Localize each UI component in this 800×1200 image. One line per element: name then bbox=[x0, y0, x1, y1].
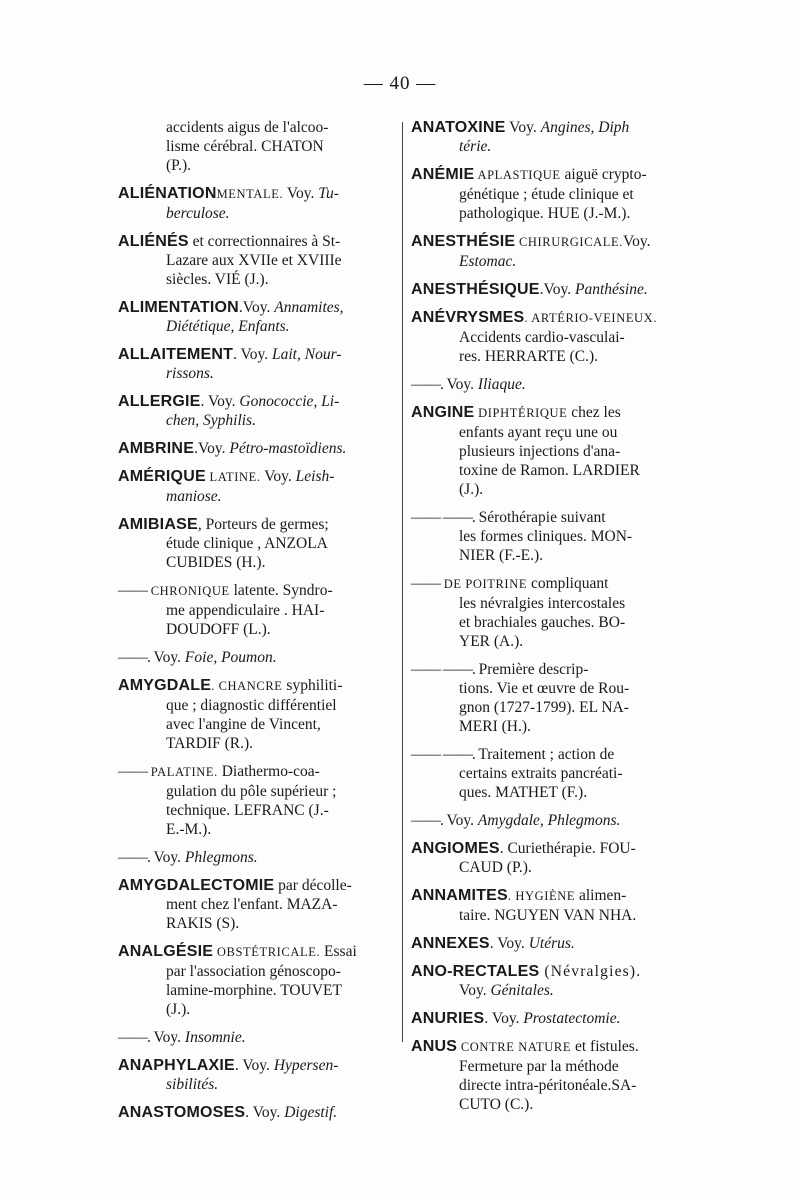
entry-text: Première descrip- bbox=[474, 661, 589, 678]
entry-text: MERI (H.). bbox=[459, 718, 531, 735]
entry-text: Voy. bbox=[149, 649, 185, 666]
entry-anemie bbox=[411, 165, 689, 223]
entry-text: Sérothérapie suivant bbox=[474, 509, 606, 526]
entry-amygdale-voy bbox=[118, 848, 400, 867]
left-column bbox=[118, 118, 400, 1131]
entry-ano-rectales bbox=[411, 962, 689, 1000]
entry-text: . Curiethérapie. FOU- bbox=[499, 840, 636, 857]
entry-text: RAKIS (S). bbox=[166, 915, 240, 932]
entry-alienation bbox=[118, 184, 400, 223]
cross-reference: Insomnie. bbox=[184, 1029, 246, 1046]
entry-text: ment chez l'enfant. MAZA- bbox=[166, 896, 338, 913]
entry-text: lamine-morphine. TOUVET bbox=[166, 982, 342, 999]
cross-reference: sibilités. bbox=[166, 1076, 219, 1093]
entry-text: Traitement ; action de bbox=[474, 746, 615, 763]
cross-reference: térie. bbox=[459, 138, 492, 155]
entry-anesthesique bbox=[411, 280, 689, 299]
entry-text: Voy. bbox=[459, 982, 491, 999]
column-divider bbox=[402, 122, 403, 1042]
entry-anaphylaxie bbox=[118, 1056, 400, 1094]
cross-reference: Utérus. bbox=[528, 935, 575, 952]
entry-text: certains extraits pancréati- bbox=[459, 765, 623, 782]
entry-annamites bbox=[411, 886, 689, 925]
entry-text: . Voy. bbox=[233, 346, 272, 363]
entry-text: .Voy. bbox=[238, 299, 275, 316]
entry-text: Voy. bbox=[149, 849, 185, 866]
entry-text: syphiliti- bbox=[282, 677, 343, 694]
ditto-dash: —— ——. bbox=[411, 661, 475, 678]
cross-reference: Panthésine. bbox=[574, 281, 648, 298]
entry-text: Lazare aux XVIIe et XVIIIe bbox=[166, 252, 342, 269]
entry-text: étude clinique , ANZOLA bbox=[166, 535, 328, 552]
entry-text: et brachiales gauches. BO- bbox=[459, 614, 626, 631]
entry-text: (P.). bbox=[166, 157, 191, 174]
entry-text: Fermeture par la méthode bbox=[459, 1058, 619, 1075]
cross-reference: Tu- bbox=[318, 185, 339, 202]
entry-text: les formes cliniques. MON- bbox=[459, 528, 633, 545]
headword: ALIÉNATION bbox=[118, 185, 217, 202]
entry-text: par décolle- bbox=[274, 877, 352, 894]
entry-amibiase bbox=[118, 515, 400, 572]
entry-text: Voy. bbox=[505, 119, 541, 136]
entry-text: Essai bbox=[320, 943, 357, 960]
cross-reference: Diététique, Enfants. bbox=[166, 318, 290, 335]
entry-text: gulation du pôle supérieur ; bbox=[166, 783, 337, 800]
headword: ANALGÉSIE bbox=[118, 943, 214, 960]
entry-text: par l'association génoscopo- bbox=[166, 963, 341, 980]
entry-text: DOUDOFF (L.). bbox=[166, 621, 271, 638]
entry-text: Voy. bbox=[442, 812, 478, 829]
subheading: . ARTÉRIO-VEINEUX. bbox=[524, 311, 658, 325]
subheading: DE POITRINE bbox=[440, 577, 528, 591]
right-column bbox=[411, 118, 689, 1123]
headword: ANAPHYLAXIE bbox=[118, 1057, 235, 1074]
subheading: APLASTIQUE bbox=[474, 168, 561, 182]
entry-text: directe intra-péritonéale.SA- bbox=[459, 1077, 637, 1094]
cross-reference: rissons. bbox=[166, 365, 214, 382]
entry-text: Voy. bbox=[260, 468, 296, 485]
entry-angine bbox=[411, 403, 689, 499]
entry-anesthesie bbox=[411, 232, 689, 271]
entry-text: toxine de Ramon. LARDIER bbox=[459, 462, 640, 479]
headword: ANO-RECTALES bbox=[411, 963, 540, 980]
page-number: — 40 — bbox=[363, 73, 437, 94]
entry-analgesie bbox=[118, 942, 400, 1019]
entry-text: que ; diagnostic différentiel bbox=[166, 697, 337, 714]
cross-reference: Iliaque. bbox=[477, 376, 526, 393]
subheading: LATINE. bbox=[205, 470, 261, 484]
entry-ambrine bbox=[118, 439, 400, 458]
entry-text: .Voy. bbox=[539, 281, 575, 298]
headword: ALIÉNÉS bbox=[118, 233, 189, 250]
cross-reference: Phlegmons. bbox=[184, 849, 258, 866]
headword: ANÉMIE bbox=[411, 166, 475, 183]
entry-annexes bbox=[411, 934, 689, 953]
entry-text: accidents aigus de l'alcoo- bbox=[166, 119, 329, 136]
entry-text: alimen- bbox=[575, 887, 627, 904]
entry-text: NIER (F.-E.). bbox=[459, 547, 543, 564]
entry-text: (Névralgies). bbox=[539, 963, 642, 980]
headword: ALLERGIE bbox=[118, 393, 201, 410]
headword: ANNAMITES bbox=[411, 887, 508, 904]
headword: ALIMENTATION bbox=[118, 299, 239, 316]
headword: ANESTHÉSIE bbox=[411, 233, 516, 250]
entry-text: les névralgies intercostales bbox=[459, 595, 626, 612]
ditto-dash: —— bbox=[411, 575, 440, 592]
cross-reference: Gonococcie, Li- bbox=[239, 393, 340, 410]
ditto-dash: ——. bbox=[118, 1029, 150, 1046]
headword: AMYGDALECTOMIE bbox=[118, 877, 275, 894]
ditto-dash: ——. bbox=[411, 812, 443, 829]
entry-text: taire. NGUYEN VAN NHA. bbox=[459, 907, 637, 924]
entry-angine-serotherapie bbox=[411, 508, 689, 565]
entry-text: génétique ; étude clinique et bbox=[459, 186, 634, 203]
entry-text: Accidents cardio-vasculai- bbox=[459, 329, 625, 346]
cross-reference: Annamites, bbox=[274, 299, 344, 316]
entry-text: Voy. bbox=[283, 185, 319, 202]
cross-reference: Estomac. bbox=[459, 253, 517, 270]
entry-text: et fistules. bbox=[571, 1038, 639, 1055]
ditto-dash: —— bbox=[118, 582, 147, 599]
subheading: OBSTÉTRICALE. bbox=[213, 945, 321, 959]
entry-text: Voy. bbox=[622, 233, 651, 250]
headword: ANUS bbox=[411, 1038, 458, 1055]
cross-reference: maniose. bbox=[166, 488, 222, 505]
entry-allaitement bbox=[118, 345, 400, 383]
headword: ALLAITEMENT bbox=[118, 346, 234, 363]
entry-amygdalectomie bbox=[118, 876, 400, 933]
entry-text: Voy. bbox=[442, 376, 478, 393]
entry-amygdale-palatine bbox=[118, 762, 400, 839]
entry-text: plusieurs injections d'ana- bbox=[459, 443, 621, 460]
entry-text: enfants ayant reçu une ou bbox=[459, 424, 618, 441]
entry-text: Diathermo-coa- bbox=[217, 763, 320, 780]
entry-alimentation bbox=[118, 298, 400, 336]
entry-allergie bbox=[118, 392, 400, 430]
entry-anus bbox=[411, 1037, 689, 1114]
entry-text: (J.). bbox=[166, 1001, 191, 1018]
cross-reference: Amygdale, Phlegmons. bbox=[477, 812, 621, 829]
entry-anevrysmes-voy bbox=[411, 375, 689, 394]
entry-analgesie-voy bbox=[118, 1028, 400, 1047]
entry-amygdale bbox=[118, 676, 400, 753]
headword: AMÉRIQUE bbox=[118, 468, 206, 485]
cross-reference: chen, Syphilis. bbox=[166, 412, 256, 429]
entry-text: CUBIDES (H.). bbox=[166, 554, 266, 571]
entry-anevrysmes bbox=[411, 308, 689, 366]
headword: ANURIES bbox=[411, 1010, 485, 1027]
entry-text: ques. MATHET (F.). bbox=[459, 784, 588, 801]
subheading: PALATINE. bbox=[147, 765, 218, 779]
entry-text: chez les bbox=[567, 404, 621, 421]
cross-reference: Génitales. bbox=[490, 982, 554, 999]
headword: AMYGDALE bbox=[118, 677, 212, 694]
headword: ANNEXES bbox=[411, 935, 490, 952]
entry-text: (J.). bbox=[459, 481, 484, 498]
headword: AMBRINE bbox=[118, 440, 195, 457]
subheading: . CHANCRE bbox=[211, 679, 283, 693]
cross-reference: Foie, Poumon. bbox=[184, 649, 277, 666]
entry-amibiase-voy bbox=[118, 648, 400, 667]
subheading: MENTALE. bbox=[216, 187, 284, 201]
entry-text: res. HERRARTE (C.). bbox=[459, 348, 598, 365]
entry-text: , Porteurs de germes; bbox=[197, 516, 329, 533]
entry-text: gnon (1727-1799). EL NA- bbox=[459, 699, 629, 716]
cross-reference: Angines, Diph bbox=[540, 119, 630, 136]
headword: ANÉVRYSMES bbox=[411, 309, 525, 326]
cross-reference: Prostatectomie. bbox=[523, 1010, 621, 1027]
subheading: CHRONIQUE bbox=[147, 584, 230, 598]
entry-text: E.-M.). bbox=[166, 821, 212, 838]
cross-reference: Pétro-mastoïdiens. bbox=[229, 440, 347, 457]
entry-continuation bbox=[118, 118, 400, 175]
entry-anatoxine bbox=[411, 118, 689, 156]
entry-text: . Voy. bbox=[489, 935, 529, 952]
headword: ANESTHÉSIQUE bbox=[411, 281, 540, 298]
entry-text: aiguë crypto- bbox=[560, 166, 647, 183]
entry-amibiase-chronique bbox=[118, 581, 400, 639]
headword: ANGINE bbox=[411, 404, 475, 421]
ditto-dash: ——. bbox=[118, 849, 150, 866]
entry-text: . Voy. bbox=[245, 1104, 285, 1121]
entry-text: et correctionnaires à St- bbox=[188, 233, 341, 250]
cross-reference: Digestif. bbox=[284, 1104, 338, 1121]
entry-text: me appendiculaire . HAI- bbox=[166, 602, 325, 619]
entry-text: avec l'angine de Vincent, bbox=[166, 716, 321, 733]
entry-text: CUTO (C.). bbox=[459, 1096, 534, 1113]
subheading: CHIRURGICALE. bbox=[515, 235, 623, 249]
entry-angine-poitrine bbox=[411, 574, 689, 651]
cross-reference: Hypersen- bbox=[273, 1057, 339, 1074]
entry-text: TARDIF (R.). bbox=[166, 735, 254, 752]
entry-angine-descriptions bbox=[411, 660, 689, 736]
entry-angiomes bbox=[411, 839, 689, 877]
cross-reference: Lait, Nour- bbox=[272, 346, 342, 363]
entry-anuries bbox=[411, 1009, 689, 1028]
entry-text: technique. LEFRANC (J.- bbox=[166, 802, 329, 819]
entry-text: CAUD (P.). bbox=[459, 859, 532, 876]
subheading: CONTRE NATURE bbox=[457, 1040, 572, 1054]
entry-angine-traitement bbox=[411, 745, 689, 802]
entry-text: YER (A.). bbox=[459, 633, 524, 650]
entry-angine-voy bbox=[411, 811, 689, 830]
ditto-dash: ——. bbox=[118, 649, 150, 666]
entry-text: .Voy. bbox=[194, 440, 230, 457]
ditto-dash: —— ——. bbox=[411, 509, 475, 526]
headword: AMIBIASE bbox=[118, 516, 198, 533]
entry-text: tions. Vie et œuvre de Rou- bbox=[459, 680, 630, 697]
entry-text: siècles. VIÉ (J.). bbox=[166, 271, 269, 288]
entry-text: latente. Syndro- bbox=[229, 582, 333, 599]
subheading: DIPHTÉRIQUE bbox=[474, 406, 568, 420]
headword: ANASTOMOSES bbox=[118, 1104, 246, 1121]
entry-text: compliquant bbox=[527, 575, 609, 592]
entry-text: lisme cérébral. CHATON bbox=[166, 138, 324, 155]
headword: ANATOXINE bbox=[411, 119, 506, 136]
entry-alienes bbox=[118, 232, 400, 289]
entry-text: . Voy. bbox=[484, 1010, 524, 1027]
entry-text: pathologique. HUE (J.-M.). bbox=[459, 205, 631, 222]
ditto-dash: —— bbox=[118, 763, 147, 780]
entry-anastomoses bbox=[118, 1103, 400, 1122]
entry-text: . Voy. bbox=[200, 393, 240, 410]
cross-reference: Leish- bbox=[295, 468, 335, 485]
entry-amerique bbox=[118, 467, 400, 506]
ditto-dash: ——. bbox=[411, 376, 443, 393]
ditto-dash: —— ——. bbox=[411, 746, 475, 763]
subheading: . HYGIÈNE bbox=[507, 889, 576, 903]
headword: ANGIOMES bbox=[411, 840, 500, 857]
cross-reference: berculose. bbox=[166, 205, 230, 222]
entry-text: Voy. bbox=[149, 1029, 185, 1046]
entry-text: . Voy. bbox=[234, 1057, 274, 1074]
